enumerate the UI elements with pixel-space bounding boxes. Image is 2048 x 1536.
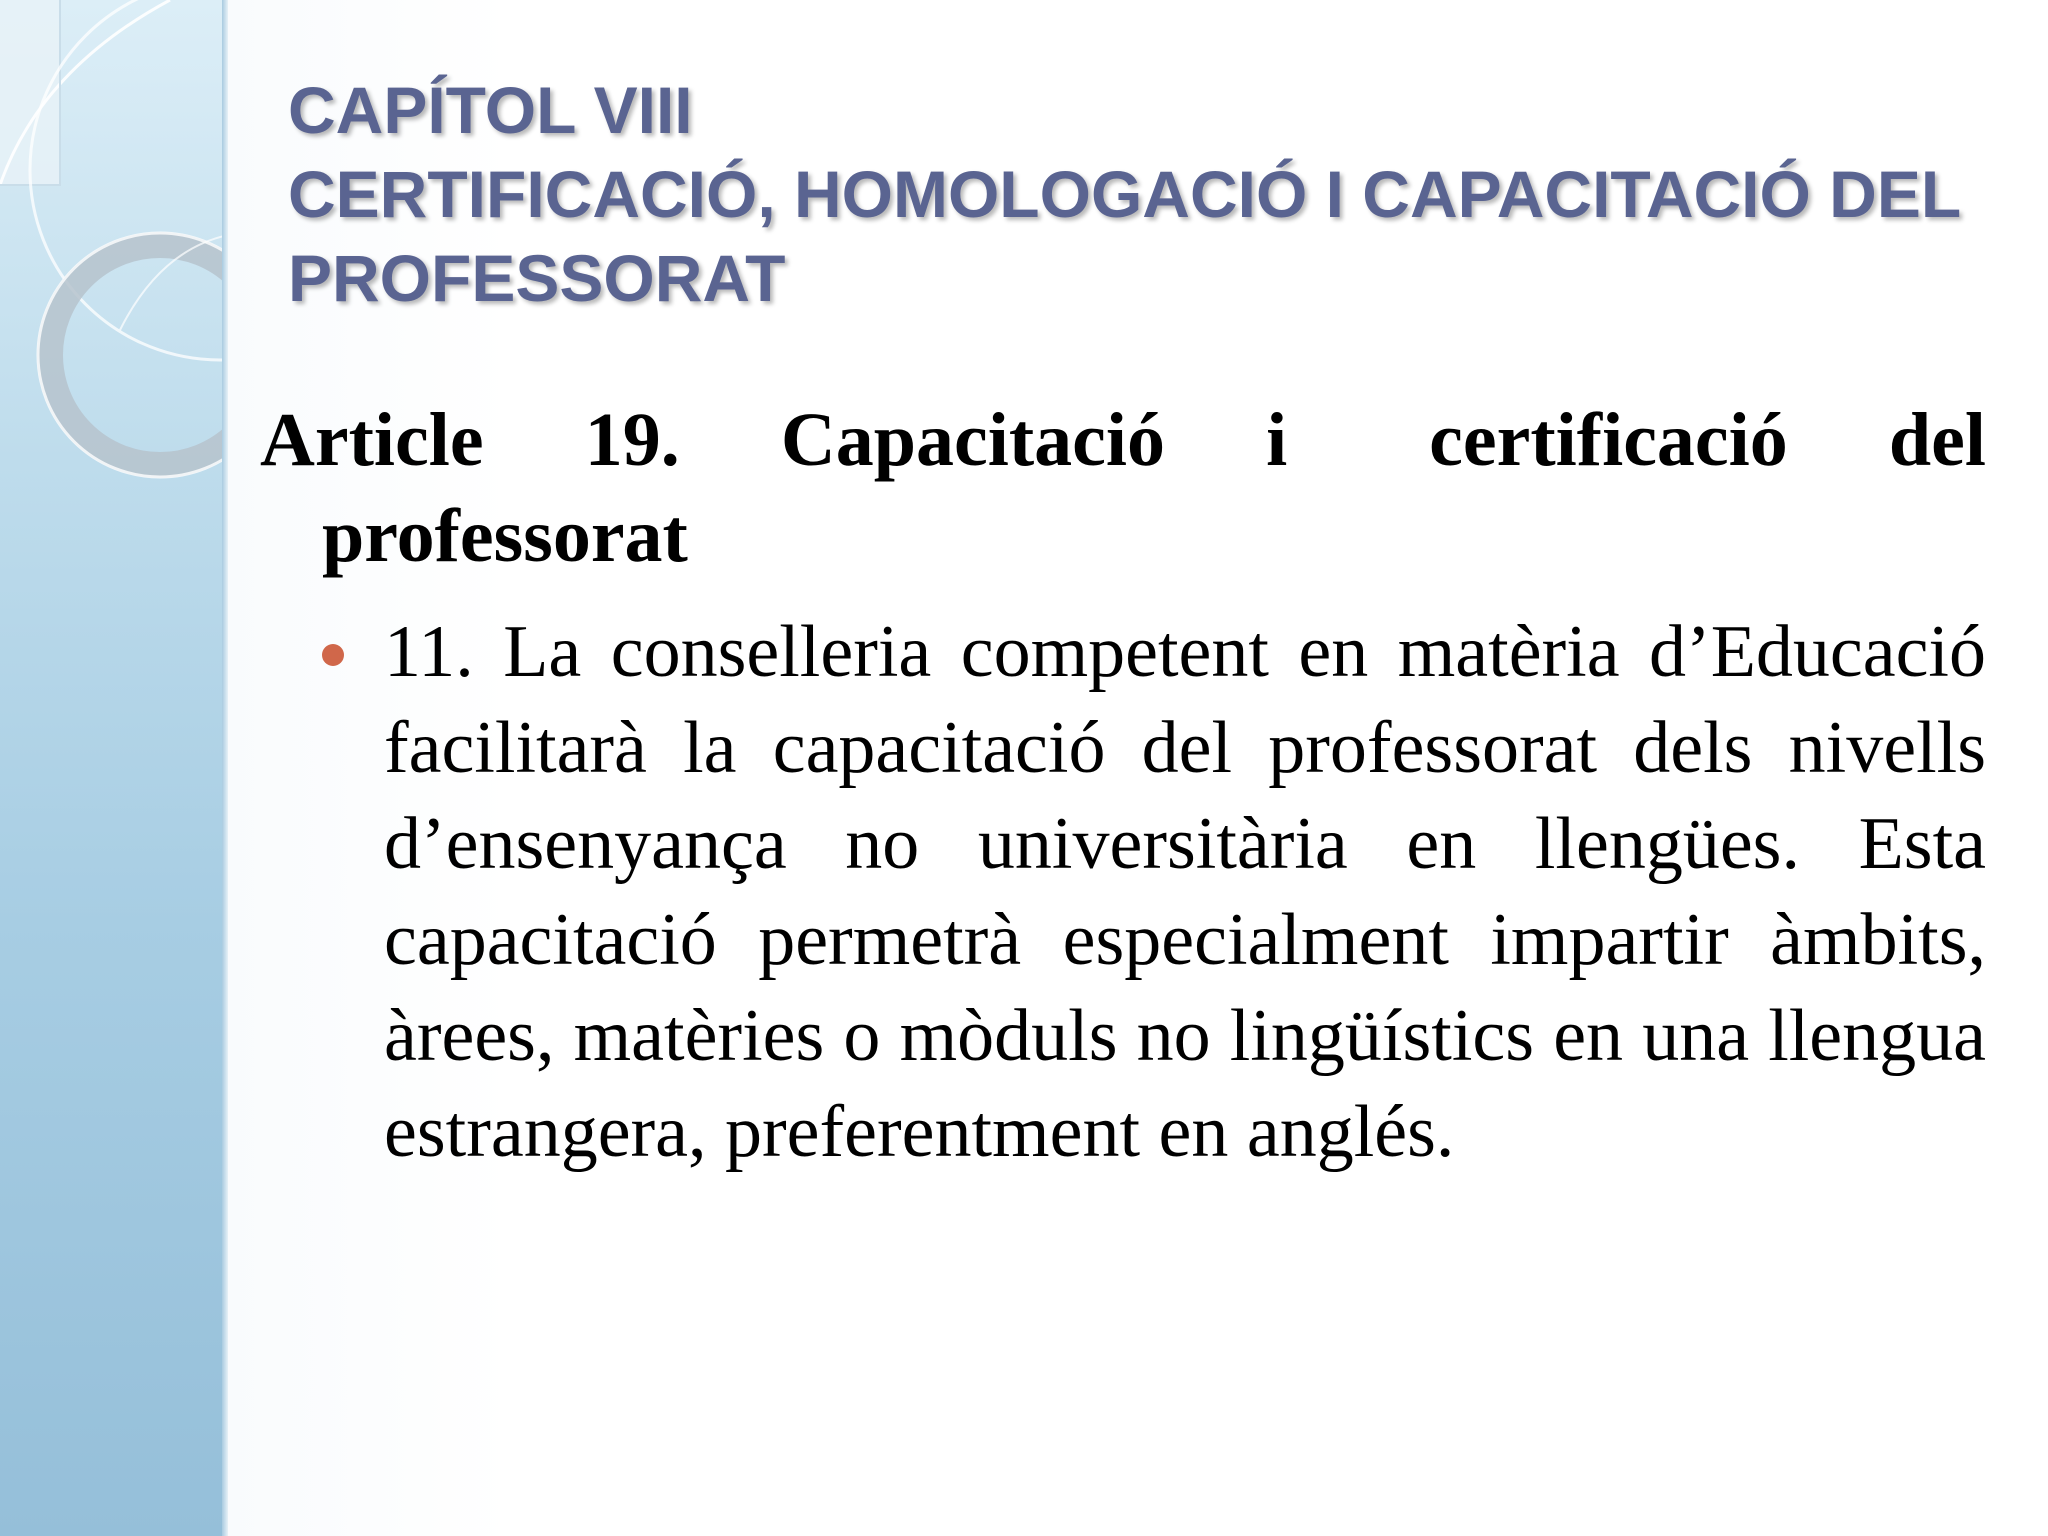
side-band-edge [222, 0, 228, 1536]
title-line-chapter: CAPÍTOL VIII [288, 73, 693, 147]
bullet-text: 11. La conselleria competent en matèria d’Educació facilitarà la capacitació del professorat dels nivells d’ensenyança no universitària en llengües. Esta capacitació permetrà especialment impartir àmbits, àrees, matèries o mòduls no lingüístics en una llengua estrangera, preferentment en anglés. [384, 611, 1986, 1173]
decorative-circles-icon [0, 0, 227, 1536]
side-decoration-band [0, 0, 227, 1536]
heading-word: certificació [1429, 398, 1788, 482]
bullet-item [322, 604, 1986, 1180]
heading-word: Capacitació [780, 398, 1165, 482]
heading-word: Article [260, 398, 484, 482]
article-heading-line1: Article 19. Capacitació i certificació del [322, 392, 1986, 488]
article-heading-line2: professorat [322, 494, 688, 578]
slide-title [288, 68, 2048, 320]
article-heading [260, 392, 1986, 584]
heading-word: del [1888, 398, 1986, 482]
slide-body [260, 392, 1986, 1180]
title-line-subject: CERTIFICACIÓ, HOMOLOGACIÓ I CAPACITACIÓ DEL [288, 157, 1962, 231]
heading-word: 19. [584, 398, 680, 482]
title-line-professorat: PROFESSORAT [288, 241, 786, 315]
bullet-dot-icon [322, 644, 344, 666]
